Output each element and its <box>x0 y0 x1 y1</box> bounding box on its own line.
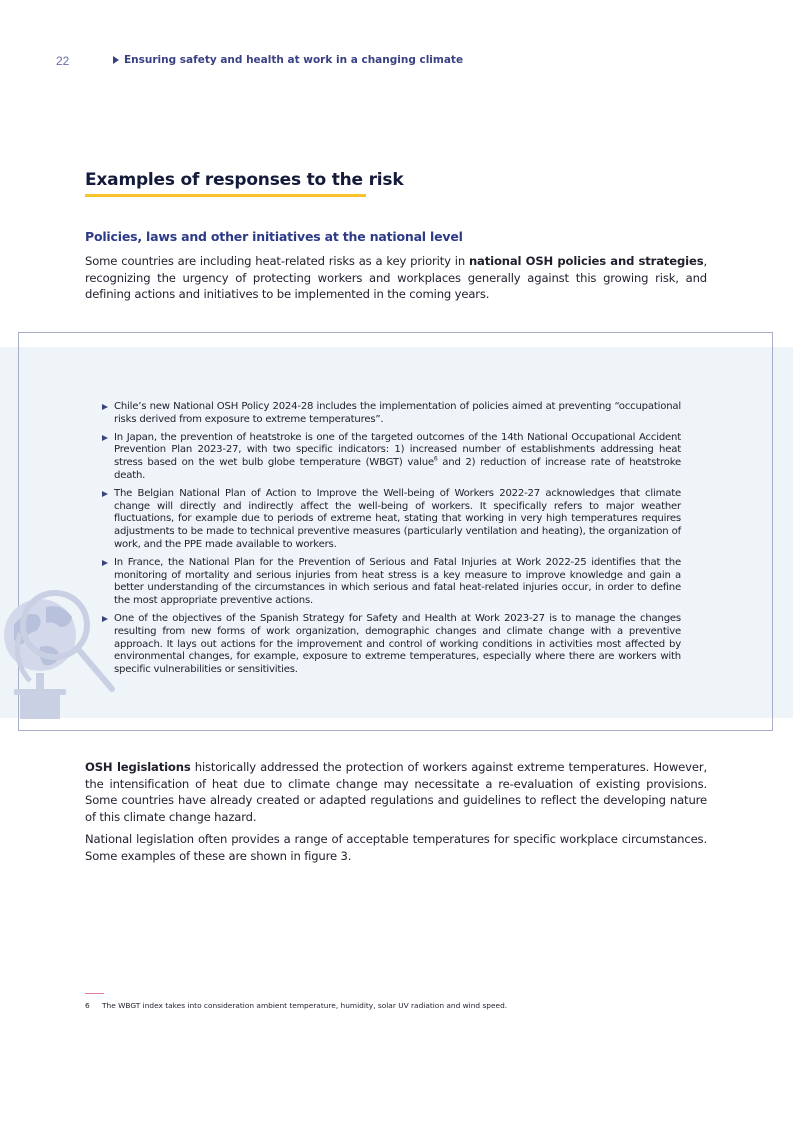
triangle-bullet-icon <box>102 404 108 410</box>
national-legislation-paragraph: National legislation often provides a range of acceptable temperatures for specific workplace circumstances. Some examples of these are shown in figure 3. <box>85 832 707 863</box>
legislation-text: historically addressed the protection of workers against extreme temperatures. However, the intensification of heat due to climate change may necessitate a re-evaluation of existing provisions. Some countries have already created or adapted regulations and guidelines to reflect the developing nature of this climate change hazard. <box>85 760 707 824</box>
triangle-bullet-icon <box>102 491 108 497</box>
footnote-reference[interactable]: 6 <box>433 455 438 463</box>
triangle-bullet-icon <box>102 560 108 566</box>
triangle-bullet-icon <box>102 435 108 441</box>
list-item-text: Chile’s new National OSH Policy 2024-28 includes the implementation of policies aimed at preventing “occupational risks derived from exposure to extreme temperatures”. <box>114 401 681 425</box>
intro-bold-term: national OSH policies and strategies <box>468 254 704 268</box>
running-header <box>113 54 463 66</box>
footnote <box>85 1001 507 1010</box>
triangle-bullet-icon <box>113 56 119 64</box>
list-item-text: One of the objectives of the Spanish Strategy for Safety and Health at Work 2023-27 is to manage the changes resulting from new forms of work organization, demographic changes and climate change with a preventive approach. It lays out actions for the improvement and control of working conditions in activities most affected by environmental changes, for example, exposure to extreme temperatures, especially where there are workers with specific vulnerabilities or sensitivities. <box>114 612 681 676</box>
list-item <box>101 557 681 608</box>
triangle-bullet-icon <box>102 616 108 622</box>
list-item <box>101 488 681 552</box>
section-title: Examples of responses to the risk <box>85 170 404 190</box>
footnote-divider <box>85 993 104 994</box>
footnote-text: The WBGT index takes into consideration ambient temperature, humidity, solar UV radiation and wind speed. <box>102 1001 508 1010</box>
list-item <box>101 401 681 427</box>
list-item <box>101 432 681 483</box>
list-item-text: In Japan, the prevention of heatstroke is one of the targeted outcomes of the 14th National Occupational Accident Prevention Plan 2023-27, with two specific indicators: 1) increased number of establishments addressing heat stress based on the wet bulb globe temperature (WBGT) value <box>114 431 681 469</box>
list-item <box>101 613 681 677</box>
legislation-bold-term: OSH legislations <box>85 760 191 774</box>
intro-text-before: Some countries are including heat-related risks as a key priority in <box>85 254 469 268</box>
list-item-text: In France, the National Plan for the Prevention of Serious and Fatal Injuries at Work 2022-25 identifies that the monitoring of mortality and serious injuries from heat stress is a key measure to improve knowledge and gain a better understanding of the circumstances in which serious and fatal heat-related injuries occur, in order to define the most appropriate preventive actions. <box>114 556 681 607</box>
running-header-title: Ensuring safety and health at work in a changing climate <box>124 54 464 66</box>
subheading: Policies, laws and other initiatives at the national level <box>85 229 463 244</box>
page-number: 22 <box>56 54 70 68</box>
intro-paragraph <box>85 253 707 303</box>
policy-examples-list <box>101 401 681 682</box>
intro-text-after: , recognizing the urgency of protecting workers and workplaces generally against this growing risk, and defining actions and initiatives to be implemented in the coming years. <box>85 254 707 301</box>
section-title-underline <box>85 194 366 197</box>
list-item-text: The Belgian National Plan of Action to Improve the Well-being of Workers 2022-27 acknowledges that climate change will directly and indirectly affect the well-being of workers. It specifically refers to major weather fluctuations, for example due to periods of extreme heat, stating that working in very high temperatures requires adjustments to be made to technical preventive measures (particularly ventilation and heating), the organization of work, and the PPE made available to workers. <box>114 487 681 550</box>
list-item-text-continued: and 2) reduction of increase rate of heatstroke death. <box>114 457 681 481</box>
footnote-number: 6 <box>85 1001 90 1010</box>
legislation-paragraph <box>85 759 707 825</box>
